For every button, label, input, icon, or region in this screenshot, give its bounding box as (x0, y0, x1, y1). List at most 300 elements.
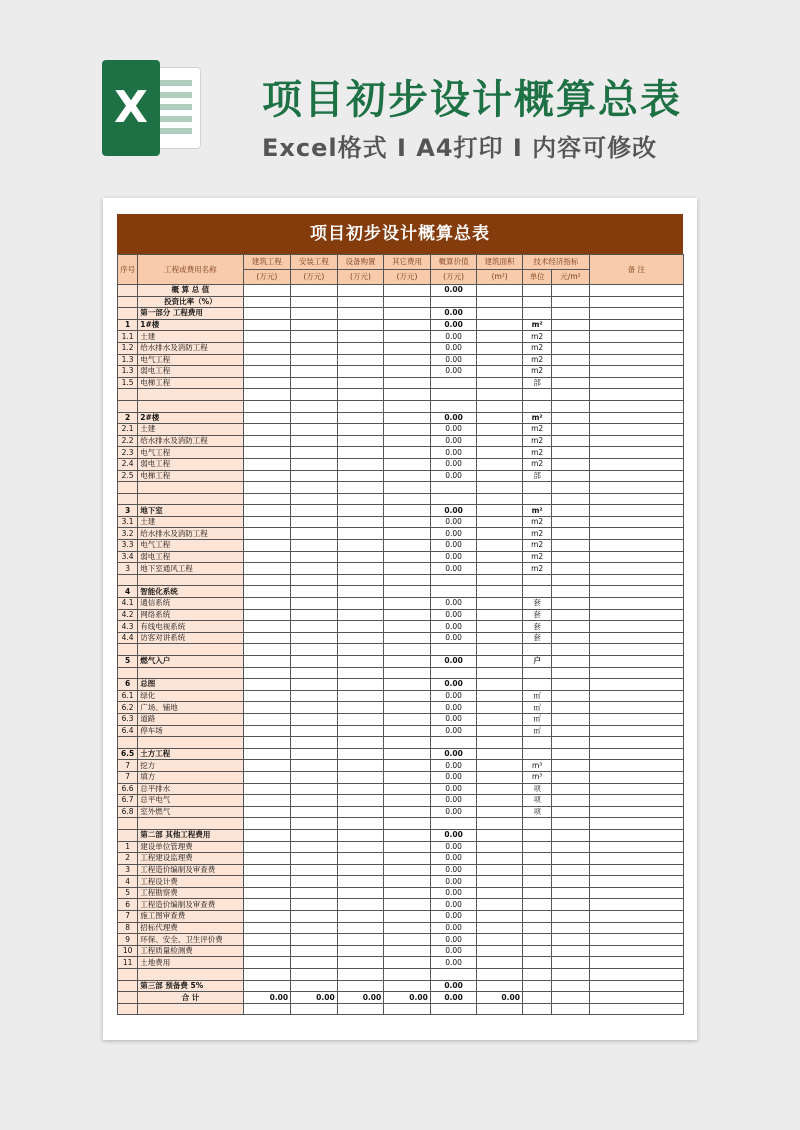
cell-unit-price[interactable] (552, 783, 589, 795)
cell-equip[interactable] (337, 945, 384, 957)
cell-estimate[interactable] (430, 644, 477, 656)
cell-seq[interactable] (118, 482, 138, 494)
cell-name[interactable] (138, 400, 243, 412)
cell-estimate[interactable]: 0.00 (430, 470, 477, 482)
cell-area[interactable] (477, 980, 523, 992)
cell-area[interactable] (477, 308, 523, 320)
cell-area[interactable] (477, 632, 523, 644)
cell-equip[interactable] (337, 482, 384, 494)
cell-equip[interactable]: 0.00 (337, 992, 384, 1004)
cell-estimate[interactable]: 0.00 (430, 783, 477, 795)
cell-unit[interactable]: m2 (522, 551, 551, 563)
cell-equip[interactable] (337, 911, 384, 923)
cell-other[interactable] (384, 795, 431, 807)
cell-build[interactable] (243, 540, 291, 552)
cell-name[interactable]: 电气工程 (138, 354, 243, 366)
cell-unit[interactable]: m² (522, 505, 551, 517)
cell-other[interactable] (384, 563, 431, 575)
cell-seq[interactable]: 4 (118, 876, 138, 888)
cell-other[interactable] (384, 621, 431, 633)
cell-seq[interactable]: 6.6 (118, 783, 138, 795)
cell-install[interactable] (291, 435, 338, 447)
cell-name[interactable]: 总平电气 (138, 795, 243, 807)
cell-seq[interactable]: 6.7 (118, 795, 138, 807)
cell-unit[interactable]: ㎡ (522, 725, 551, 737)
cell-build[interactable] (243, 319, 291, 331)
cell-install[interactable] (291, 980, 338, 992)
cell-remark[interactable] (589, 748, 683, 760)
cell-name[interactable] (138, 818, 243, 830)
cell-unit-price[interactable] (552, 957, 589, 969)
cell-install[interactable] (291, 864, 338, 876)
cell-build[interactable] (243, 308, 291, 320)
cell-unit-price[interactable] (552, 899, 589, 911)
cell-build[interactable] (243, 342, 291, 354)
cell-name[interactable]: 工程勘察费 (138, 887, 243, 899)
cell-remark[interactable] (589, 412, 683, 424)
cell-build[interactable] (243, 470, 291, 482)
cell-build[interactable] (243, 424, 291, 436)
cell-name[interactable]: 招标代理费 (138, 922, 243, 934)
cell-install[interactable] (291, 934, 338, 946)
cell-remark[interactable] (589, 574, 683, 586)
cell-estimate[interactable]: 0.00 (430, 748, 477, 760)
cell-area[interactable] (477, 922, 523, 934)
cell-seq[interactable]: 3.3 (118, 540, 138, 552)
cell-name[interactable]: 网络系统 (138, 609, 243, 621)
cell-other[interactable] (384, 540, 431, 552)
cell-seq[interactable]: 6.1 (118, 690, 138, 702)
cell-name[interactable]: 弱电工程 (138, 551, 243, 563)
cell-other[interactable] (384, 400, 431, 412)
cell-equip[interactable] (337, 887, 384, 899)
cell-build[interactable] (243, 435, 291, 447)
cell-other[interactable] (384, 864, 431, 876)
cell-unit-price[interactable] (552, 574, 589, 586)
cell-estimate[interactable]: 0.00 (430, 899, 477, 911)
cell-build[interactable] (243, 934, 291, 946)
cell-remark[interactable] (589, 505, 683, 517)
cell-area[interactable] (477, 783, 523, 795)
cell-other[interactable] (384, 482, 431, 494)
cell-unit-price[interactable] (552, 632, 589, 644)
cell-remark[interactable] (589, 899, 683, 911)
cell-install[interactable] (291, 725, 338, 737)
cell-unit-price[interactable] (552, 493, 589, 505)
cell-equip[interactable] (337, 737, 384, 749)
cell-unit[interactable] (522, 818, 551, 830)
cell-other[interactable] (384, 969, 431, 981)
cell-seq[interactable]: 1.3 (118, 354, 138, 366)
cell-build[interactable] (243, 806, 291, 818)
cell-other[interactable] (384, 911, 431, 923)
cell-equip[interactable] (337, 598, 384, 610)
cell-other[interactable] (384, 876, 431, 888)
cell-unit[interactable]: m2 (522, 516, 551, 528)
cell-unit[interactable]: m2 (522, 528, 551, 540)
cell-unit-price[interactable] (552, 864, 589, 876)
cell-area[interactable] (477, 841, 523, 853)
cell-estimate[interactable]: 0.00 (430, 934, 477, 946)
cell-other[interactable] (384, 713, 431, 725)
cell-equip[interactable] (337, 296, 384, 308)
cell-remark[interactable] (589, 980, 683, 992)
cell-other[interactable] (384, 285, 431, 297)
cell-name[interactable]: 施工图审查费 (138, 911, 243, 923)
cell-seq[interactable]: 3.2 (118, 528, 138, 540)
cell-other[interactable] (384, 841, 431, 853)
cell-build[interactable] (243, 957, 291, 969)
cell-unit-price[interactable] (552, 505, 589, 517)
cell-other[interactable] (384, 887, 431, 899)
cell-other[interactable] (384, 551, 431, 563)
cell-area[interactable] (477, 806, 523, 818)
cell-other[interactable] (384, 829, 431, 841)
cell-unit[interactable]: m2 (522, 447, 551, 459)
cell-unit[interactable]: m2 (522, 354, 551, 366)
cell-area[interactable] (477, 911, 523, 923)
cell-equip[interactable] (337, 644, 384, 656)
cell-install[interactable] (291, 574, 338, 586)
cell-estimate[interactable] (430, 667, 477, 679)
cell-equip[interactable] (337, 574, 384, 586)
cell-name[interactable]: 土方工程 (138, 748, 243, 760)
cell-remark[interactable] (589, 853, 683, 865)
cell-unit[interactable]: m2 (522, 435, 551, 447)
cell-equip[interactable] (337, 609, 384, 621)
cell-remark[interactable] (589, 1003, 683, 1015)
cell-unit[interactable] (522, 1003, 551, 1015)
cell-other[interactable] (384, 342, 431, 354)
cell-unit[interactable]: m³ (522, 760, 551, 772)
cell-estimate[interactable]: 0.00 (430, 795, 477, 807)
cell-other[interactable] (384, 957, 431, 969)
cell-estimate[interactable]: 0.00 (430, 516, 477, 528)
cell-unit-price[interactable] (552, 853, 589, 865)
cell-build[interactable] (243, 969, 291, 981)
cell-install[interactable] (291, 447, 338, 459)
cell-area[interactable] (477, 598, 523, 610)
cell-other[interactable] (384, 412, 431, 424)
cell-remark[interactable] (589, 319, 683, 331)
cell-remark[interactable] (589, 331, 683, 343)
cell-other[interactable] (384, 690, 431, 702)
cell-remark[interactable] (589, 563, 683, 575)
cell-other[interactable] (384, 319, 431, 331)
cell-build[interactable] (243, 853, 291, 865)
cell-seq[interactable]: 7 (118, 760, 138, 772)
cell-area[interactable] (477, 853, 523, 865)
cell-name[interactable]: 绿化 (138, 690, 243, 702)
cell-unit-price[interactable] (552, 586, 589, 598)
cell-area[interactable] (477, 609, 523, 621)
cell-install[interactable] (291, 285, 338, 297)
cell-remark[interactable] (589, 806, 683, 818)
cell-area[interactable] (477, 296, 523, 308)
cell-unit-price[interactable] (552, 342, 589, 354)
cell-seq[interactable]: 2.5 (118, 470, 138, 482)
cell-area[interactable] (477, 482, 523, 494)
cell-equip[interactable] (337, 528, 384, 540)
cell-name[interactable]: 总平排水 (138, 783, 243, 795)
cell-unit[interactable] (522, 389, 551, 401)
cell-unit[interactable] (522, 737, 551, 749)
cell-unit-price[interactable] (552, 482, 589, 494)
cell-name[interactable]: 道路 (138, 713, 243, 725)
cell-seq[interactable] (118, 829, 138, 841)
cell-equip[interactable] (337, 389, 384, 401)
cell-estimate[interactable]: 0.00 (430, 458, 477, 470)
cell-build[interactable]: 0.00 (243, 992, 291, 1004)
cell-equip[interactable] (337, 783, 384, 795)
cell-estimate[interactable] (430, 1003, 477, 1015)
cell-remark[interactable] (589, 702, 683, 714)
cell-estimate[interactable]: 0.00 (430, 992, 477, 1004)
cell-other[interactable] (384, 1003, 431, 1015)
cell-unit-price[interactable] (552, 470, 589, 482)
cell-install[interactable] (291, 783, 338, 795)
cell-install[interactable] (291, 482, 338, 494)
cell-remark[interactable] (589, 795, 683, 807)
cell-unit[interactable]: m2 (522, 342, 551, 354)
cell-estimate[interactable]: 0.00 (430, 435, 477, 447)
cell-seq[interactable] (118, 818, 138, 830)
cell-unit-price[interactable] (552, 841, 589, 853)
cell-remark[interactable] (589, 992, 683, 1004)
cell-estimate[interactable]: 0.00 (430, 876, 477, 888)
cell-remark[interactable] (589, 470, 683, 482)
cell-unit[interactable] (522, 911, 551, 923)
cell-remark[interactable] (589, 725, 683, 737)
cell-seq[interactable]: 11 (118, 957, 138, 969)
cell-build[interactable] (243, 760, 291, 772)
cell-build[interactable] (243, 656, 291, 668)
cell-other[interactable] (384, 458, 431, 470)
cell-install[interactable] (291, 598, 338, 610)
cell-build[interactable] (243, 458, 291, 470)
cell-area[interactable] (477, 389, 523, 401)
cell-name[interactable]: 工程造价编制及审查费 (138, 899, 243, 911)
cell-unit[interactable]: m2 (522, 366, 551, 378)
cell-area[interactable] (477, 331, 523, 343)
cell-area[interactable] (477, 725, 523, 737)
cell-estimate[interactable]: 0.00 (430, 285, 477, 297)
cell-equip[interactable] (337, 458, 384, 470)
cell-install[interactable] (291, 377, 338, 389)
cell-install[interactable] (291, 458, 338, 470)
cell-unit[interactable]: m2 (522, 424, 551, 436)
cell-build[interactable] (243, 644, 291, 656)
cell-unit-price[interactable] (552, 702, 589, 714)
cell-other[interactable] (384, 806, 431, 818)
cell-area[interactable] (477, 540, 523, 552)
cell-install[interactable] (291, 505, 338, 517)
cell-estimate[interactable]: 0.00 (430, 656, 477, 668)
cell-install[interactable] (291, 331, 338, 343)
cell-seq[interactable]: 2.1 (118, 424, 138, 436)
cell-seq[interactable]: 4.2 (118, 609, 138, 621)
cell-install[interactable] (291, 737, 338, 749)
cell-area[interactable] (477, 528, 523, 540)
cell-install[interactable] (291, 656, 338, 668)
cell-install[interactable] (291, 887, 338, 899)
cell-remark[interactable] (589, 621, 683, 633)
cell-equip[interactable] (337, 1003, 384, 1015)
cell-build[interactable] (243, 377, 291, 389)
cell-seq[interactable]: 2.2 (118, 435, 138, 447)
cell-install[interactable] (291, 679, 338, 691)
cell-unit-price[interactable] (552, 563, 589, 575)
cell-seq[interactable] (118, 285, 138, 297)
cell-name[interactable] (138, 644, 243, 656)
cell-unit[interactable]: m2 (522, 540, 551, 552)
cell-other[interactable] (384, 667, 431, 679)
cell-install[interactable] (291, 609, 338, 621)
cell-unit[interactable]: m² (522, 319, 551, 331)
cell-other[interactable] (384, 308, 431, 320)
cell-unit[interactable] (522, 574, 551, 586)
cell-name[interactable]: 土建 (138, 331, 243, 343)
cell-seq[interactable]: 4.1 (118, 598, 138, 610)
cell-install[interactable] (291, 296, 338, 308)
cell-area[interactable] (477, 771, 523, 783)
cell-unit-price[interactable] (552, 690, 589, 702)
cell-unit[interactable] (522, 922, 551, 934)
cell-estimate[interactable]: 0.00 (430, 922, 477, 934)
cell-unit[interactable]: 套 (522, 598, 551, 610)
cell-seq[interactable]: 1.2 (118, 342, 138, 354)
cell-name[interactable]: 弱电工程 (138, 458, 243, 470)
cell-unit-price[interactable] (552, 911, 589, 923)
cell-estimate[interactable] (430, 586, 477, 598)
cell-unit-price[interactable] (552, 679, 589, 691)
cell-estimate[interactable]: 0.00 (430, 725, 477, 737)
cell-build[interactable] (243, 841, 291, 853)
cell-build[interactable] (243, 829, 291, 841)
cell-equip[interactable] (337, 412, 384, 424)
cell-install[interactable] (291, 922, 338, 934)
cell-name[interactable]: 广场、铺地 (138, 702, 243, 714)
cell-unit[interactable] (522, 853, 551, 865)
cell-name[interactable] (138, 667, 243, 679)
cell-seq[interactable]: 9 (118, 934, 138, 946)
cell-area[interactable] (477, 667, 523, 679)
cell-unit[interactable]: ㎡ (522, 702, 551, 714)
cell-equip[interactable] (337, 795, 384, 807)
cell-install[interactable] (291, 911, 338, 923)
cell-unit[interactable] (522, 887, 551, 899)
cell-seq[interactable]: 3.1 (118, 516, 138, 528)
cell-area[interactable] (477, 748, 523, 760)
cell-area[interactable] (477, 621, 523, 633)
cell-estimate[interactable] (430, 296, 477, 308)
cell-equip[interactable] (337, 447, 384, 459)
cell-unit-price[interactable] (552, 922, 589, 934)
cell-build[interactable] (243, 864, 291, 876)
cell-install[interactable] (291, 621, 338, 633)
cell-unit-price[interactable] (552, 934, 589, 946)
cell-estimate[interactable]: 0.00 (430, 447, 477, 459)
cell-estimate[interactable]: 0.00 (430, 713, 477, 725)
cell-other[interactable] (384, 922, 431, 934)
cell-area[interactable] (477, 934, 523, 946)
cell-name[interactable]: 土建 (138, 424, 243, 436)
cell-install[interactable] (291, 771, 338, 783)
cell-equip[interactable] (337, 899, 384, 911)
cell-unit-price[interactable] (552, 760, 589, 772)
cell-equip[interactable] (337, 516, 384, 528)
cell-unit-price[interactable] (552, 1003, 589, 1015)
cell-area[interactable] (477, 644, 523, 656)
cell-area[interactable] (477, 447, 523, 459)
cell-build[interactable] (243, 818, 291, 830)
cell-build[interactable] (243, 911, 291, 923)
cell-area[interactable] (477, 656, 523, 668)
cell-equip[interactable] (337, 540, 384, 552)
cell-estimate[interactable]: 0.00 (430, 864, 477, 876)
cell-install[interactable] (291, 493, 338, 505)
cell-unit[interactable] (522, 945, 551, 957)
cell-seq[interactable]: 2.3 (118, 447, 138, 459)
cell-unit[interactable] (522, 992, 551, 1004)
cell-other[interactable] (384, 737, 431, 749)
cell-estimate[interactable]: 0.00 (430, 887, 477, 899)
cell-remark[interactable] (589, 482, 683, 494)
cell-seq[interactable]: 3 (118, 864, 138, 876)
cell-estimate[interactable] (430, 377, 477, 389)
cell-remark[interactable] (589, 447, 683, 459)
cell-seq[interactable]: 2 (118, 412, 138, 424)
cell-build[interactable] (243, 876, 291, 888)
cell-name[interactable]: 工程质量检测费 (138, 945, 243, 957)
cell-other[interactable] (384, 632, 431, 644)
cell-equip[interactable] (337, 853, 384, 865)
cell-estimate[interactable]: 0.00 (430, 412, 477, 424)
cell-name[interactable]: 2#楼 (138, 412, 243, 424)
cell-remark[interactable] (589, 609, 683, 621)
cell-seq[interactable]: 1.3 (118, 366, 138, 378)
cell-seq[interactable]: 4 (118, 586, 138, 598)
cell-build[interactable] (243, 296, 291, 308)
cell-remark[interactable] (589, 864, 683, 876)
cell-seq[interactable]: 3 (118, 563, 138, 575)
cell-name[interactable]: 第二部 其他工程费用 (138, 829, 243, 841)
cell-other[interactable] (384, 679, 431, 691)
cell-unit[interactable]: m2 (522, 331, 551, 343)
cell-install[interactable] (291, 644, 338, 656)
cell-name[interactable] (138, 493, 243, 505)
cell-remark[interactable] (589, 771, 683, 783)
cell-unit[interactable] (522, 980, 551, 992)
cell-unit-price[interactable] (552, 737, 589, 749)
cell-seq[interactable]: 6.4 (118, 725, 138, 737)
cell-seq[interactable]: 5 (118, 656, 138, 668)
cell-remark[interactable] (589, 887, 683, 899)
cell-estimate[interactable]: 0.00 (430, 945, 477, 957)
cell-install[interactable] (291, 945, 338, 957)
cell-unit[interactable] (522, 644, 551, 656)
cell-remark[interactable] (589, 911, 683, 923)
cell-other[interactable] (384, 470, 431, 482)
cell-remark[interactable] (589, 945, 683, 957)
cell-remark[interactable] (589, 296, 683, 308)
cell-area[interactable] (477, 412, 523, 424)
cell-install[interactable] (291, 632, 338, 644)
cell-remark[interactable] (589, 551, 683, 563)
cell-unit-price[interactable] (552, 354, 589, 366)
cell-remark[interactable] (589, 493, 683, 505)
cell-equip[interactable] (337, 841, 384, 853)
